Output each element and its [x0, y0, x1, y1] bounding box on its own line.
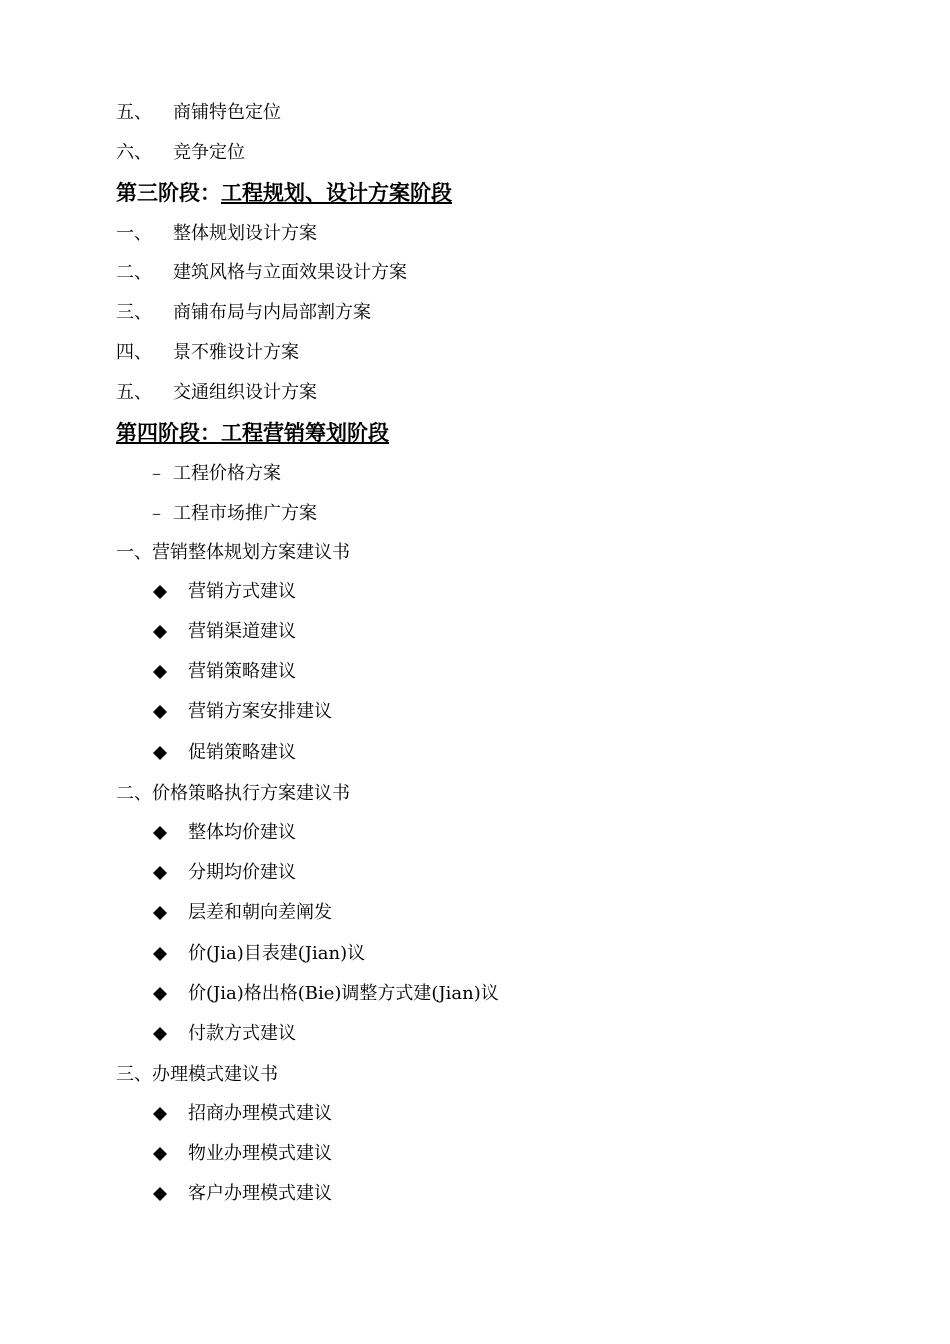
item-number: 二、: [116, 262, 152, 283]
diamond-bullet-icon: [152, 745, 168, 761]
item-text: 竞争定位: [173, 142, 245, 163]
diamond-bullet-icon: [152, 1186, 168, 1202]
bullet-text: 整体均价建议: [188, 822, 296, 843]
diamond-bullet-icon: [152, 986, 168, 1002]
item-text: 工程价格方案: [173, 463, 281, 484]
section-title-text: 二、价格策略执行方案建议书: [116, 783, 350, 804]
item-text: 景不雅设计方案: [173, 342, 299, 363]
bullet-text: 分期均价建议: [188, 862, 296, 883]
diamond-bullet-icon: [152, 1146, 168, 1162]
bullet-text: 价(Jia)目表建(Jian)议: [188, 943, 366, 964]
diamond-bullet-icon: [152, 905, 168, 921]
dash-marker: –: [152, 463, 161, 484]
diamond-bullet-icon: [152, 664, 168, 680]
diamond-bullet-icon: [152, 865, 168, 881]
bullet-text: 促销策略建议: [188, 742, 296, 763]
section-title-text: 三、办理模式建议书: [116, 1064, 278, 1085]
diamond-bullet-icon: [152, 584, 168, 600]
bullet-text: 营销策略建议: [188, 661, 296, 682]
bullet-text: 客户办理模式建议: [188, 1183, 332, 1204]
bullet-text: 营销方式建议: [188, 581, 296, 602]
item-text: 商铺布局与内局部割方案: [173, 302, 371, 323]
item-number: 五、: [116, 102, 152, 123]
phase4-title: 工程营销筹划阶段: [221, 420, 389, 445]
bullet-text: 招商办理模式建议: [188, 1103, 332, 1124]
item-text: 整体规划设计方案: [173, 223, 317, 244]
item-text: 工程市场推广方案: [173, 503, 317, 524]
item-text: 商铺特色定位: [173, 102, 281, 123]
phase4-prefix: 第四阶段：: [116, 420, 221, 445]
dash-marker: –: [152, 503, 161, 524]
bullet-text: 层差和朝向差阐发: [188, 902, 332, 923]
diamond-bullet-icon: [152, 946, 168, 962]
phase3-heading: [116, 179, 452, 207]
item-number: 四、: [116, 342, 152, 363]
diamond-bullet-icon: [152, 825, 168, 841]
item-number: 一、: [116, 223, 152, 244]
section-title-text: 一、营销整体规划方案建议书: [116, 542, 350, 563]
bullet-text: 营销渠道建议: [188, 621, 296, 642]
bullet-text: 价(Jia)格出格(Bie)调整方式建(Jian)议: [188, 983, 499, 1004]
diamond-bullet-icon: [152, 624, 168, 640]
diamond-bullet-icon: [152, 1026, 168, 1042]
item-number: 六、: [116, 142, 152, 163]
item-text: 交通组织设计方案: [173, 382, 317, 403]
bullet-text: 物业办理模式建议: [188, 1143, 332, 1164]
bullet-text: 付款方式建议: [188, 1023, 296, 1044]
phase3-prefix: 第三阶段：: [116, 180, 221, 205]
item-text: 建筑风格与立面效果设计方案: [173, 262, 407, 283]
phase3-title: 工程规划、设计方案阶段: [221, 180, 452, 205]
phase4-heading: [116, 419, 389, 447]
item-number: 三、: [116, 302, 152, 323]
diamond-bullet-icon: [152, 704, 168, 720]
bullet-text: 营销方案安排建议: [188, 701, 332, 722]
item-number: 五、: [116, 382, 152, 403]
diamond-bullet-icon: [152, 1106, 168, 1122]
